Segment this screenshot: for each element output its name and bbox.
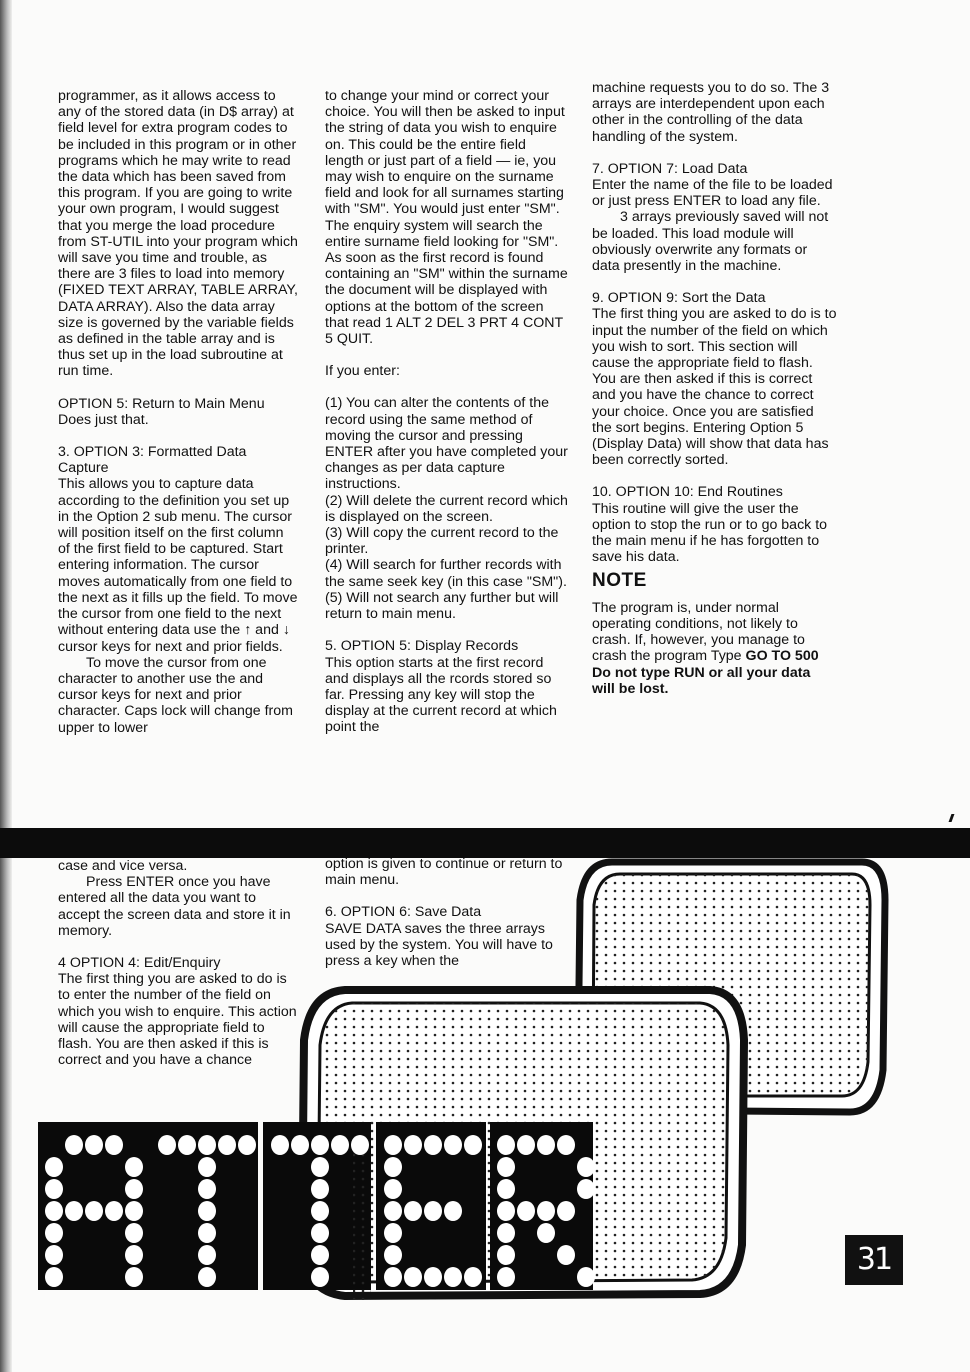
- banner-dot: [577, 1179, 595, 1199]
- banner-dot: [497, 1245, 515, 1265]
- note-text-body: The program is, under normal operating conditions, not likely to crash. If, however, you manage to crash the program Type: [592, 599, 805, 665]
- banner-dot: [311, 1245, 329, 1265]
- option4-text: The first thing you are asked to do is to enter the number of the field on which you wish to enquire. This action will cause the appropriate field to flash. You are then asked if this is correct and you have a chance: [58, 971, 297, 1069]
- banner-dot: [444, 1201, 462, 1221]
- banner-block-t2: [263, 1122, 371, 1290]
- banner-dot: [404, 1135, 422, 1155]
- banner-dot: [311, 1179, 329, 1199]
- option7-text: Enter the name of the file to be loaded or just press ENTER to load any file.: [592, 177, 833, 210]
- banner-dot: [464, 1267, 482, 1287]
- option3-title: 3. OPTION 3: Formatted Data Capture: [58, 444, 247, 477]
- col2-if-you-enter: If you enter:: [325, 363, 400, 380]
- banner-dot: [198, 1135, 216, 1155]
- banner-dot: [311, 1201, 329, 1221]
- banner-dot: [384, 1201, 402, 1221]
- option5-display-title: 5. OPTION 5: Display Records: [325, 638, 519, 655]
- col1-paragraph: programmer, as it allows access to any of the stored data (in D$ array) at field level for extra program codes to be included in this program or in other programs which he may write to read the data which has been saved from this program. If you are going to write your own program, I would suggest that you merge the load procedure from ST-UTIL into your program which will save you time and trouble, as there are 3 files to load into memory (FIXED TEXT ARRAY, TABLE ARRAY, DATA ARRAY). Also the data array size is governed by the variable fields as defined in the table array and is thus set up in the load subroutine at run time.: [58, 88, 298, 380]
- banner-dot: [45, 1245, 63, 1265]
- banner-dot: [497, 1201, 515, 1221]
- banner-dot: [351, 1135, 369, 1155]
- banner-dot: [85, 1201, 103, 1221]
- option7-title: 7. OPTION 7: Load Data: [592, 160, 748, 177]
- lower-column-1: [58, 858, 298, 1068]
- column-3: [592, 80, 837, 697]
- banner-dot: [537, 1223, 555, 1243]
- banner-dot: [424, 1267, 442, 1287]
- option6-title: 6. OPTION 6: Save Data: [325, 904, 482, 921]
- banner-dot: [517, 1201, 535, 1221]
- banner-dot: [311, 1157, 329, 1177]
- lower2-continue-line: option is given to continue or return to main menu.: [325, 856, 563, 889]
- lower1-case-line: case and vice versa.: [58, 858, 188, 874]
- black-divider-bar: [0, 828, 970, 858]
- banner-dot: [178, 1135, 196, 1155]
- col2-choice-5: (5) Will not search any further but will return to main menu.: [325, 589, 559, 623]
- page-number: 31: [845, 1235, 903, 1285]
- banner-dot: [125, 1201, 143, 1221]
- banner-dot: [557, 1135, 575, 1155]
- note-warning: GO TO 500 Do not type RUN or all your data will be lost.: [592, 648, 819, 697]
- banner-dot: [557, 1201, 575, 1221]
- banner-dot: [105, 1135, 123, 1155]
- banner-dot: [517, 1135, 535, 1155]
- banner-dot: [158, 1135, 176, 1155]
- option9-text: The first thing you are asked to do is to input the number of the field on which you wish to sort. This section will cause the appropriate field to flash. You are then asked if this is correct and you have the chance to correct your choice. Once you are satisfied the sort begins. Entering Option 5 (Display Data) will show that data has been correctly sorted.: [592, 306, 837, 469]
- banner-dot: [198, 1179, 216, 1199]
- banner-dot: [557, 1245, 575, 1265]
- banner-dot: [384, 1135, 402, 1155]
- column-2: [325, 88, 568, 736]
- banner-dot: [497, 1157, 515, 1177]
- banner-dot: [404, 1267, 422, 1287]
- front-tv-screen: [302, 990, 744, 1296]
- banner-dot: [404, 1201, 422, 1221]
- option7-text-2: [592, 209, 837, 274]
- note-text: [592, 600, 837, 697]
- banner-dot: [424, 1201, 442, 1221]
- banner-dot: [198, 1245, 216, 1265]
- bar-tick-mark: [949, 814, 955, 822]
- atter-banner: [38, 1122, 595, 1300]
- col2-choice-1: (1) You can alter the contents of the record using the same method of moving the cursor and pressing ENTER after you have completed your changes as per data capture instructions.: [325, 395, 568, 493]
- option3-text-2-body: To move the cursor from one character to another use the and cursor keys for next and prior character. Caps lock will change from upper to lower: [58, 654, 293, 736]
- banner-dot: [497, 1267, 515, 1287]
- option7-text-2-body: 3 arrays previously saved will not be loaded. This load module will obviously overwrite any formats or data presently in the machine.: [592, 209, 829, 275]
- banner-dot: [271, 1135, 289, 1155]
- banner-dot: [311, 1267, 329, 1287]
- page-spine: [0, 0, 12, 1372]
- banner-dot: [384, 1157, 402, 1177]
- banner-block-e: [376, 1122, 486, 1290]
- option3-text: This allows you to capture data according to the definition you set up in the Option 2 sub menu. The cursor will position itself on the first column of the first field to be captured. Start entering information. The cursor moves automatically from one field to the next as it fills up the field. To move the cursor from one field to the next without entering data use the ↑ and ↓ cursor keys for next and prior fields.: [58, 476, 298, 655]
- lower-column-2: [325, 856, 568, 969]
- option10-text: This routine will give the user the option to stop the run or to go back to the main menu if he has forgotten to save his data.: [592, 500, 828, 566]
- column-1: [58, 88, 298, 736]
- banner-dot: [577, 1267, 595, 1287]
- banner-dot: [331, 1135, 349, 1155]
- banner-dot: [444, 1135, 462, 1155]
- banner-dot: [444, 1267, 462, 1287]
- banner-block-r: [490, 1122, 593, 1290]
- banner-dot: [577, 1157, 595, 1177]
- banner-block-a: [38, 1122, 150, 1290]
- banner-dot: [125, 1245, 143, 1265]
- banner-dot: [497, 1223, 515, 1243]
- lower1-press-enter-body: Press ENTER once you have entered all the data you want to accept the screen data and store it in memory.: [58, 874, 291, 939]
- banner-block-t1: [150, 1122, 258, 1290]
- banner-dot: [45, 1157, 63, 1177]
- banner-dot: [105, 1201, 123, 1221]
- banner-dot: [497, 1179, 515, 1199]
- banner-dot: [218, 1135, 236, 1155]
- banner-dot: [464, 1135, 482, 1155]
- banner-dot: [65, 1135, 83, 1155]
- lower1-press-enter: [58, 874, 298, 939]
- option5-return-text: Does just that.: [58, 411, 149, 428]
- banner-dot: [125, 1157, 143, 1177]
- banner-dot: [537, 1135, 555, 1155]
- banner-dot: [85, 1135, 103, 1155]
- option4-title: 4 OPTION 4: Edit/Enquiry: [58, 955, 221, 972]
- col2-choice-4: (4) Will search for further records with the same seek key (in this case "SM").: [325, 557, 567, 590]
- banner-dot: [198, 1201, 216, 1221]
- back-tv-screen: [578, 862, 885, 1112]
- banner-dot: [311, 1223, 329, 1243]
- banner-dot: [291, 1135, 309, 1155]
- banner-dot: [45, 1223, 63, 1243]
- col2-choice-3: (3) Will copy the current record to the printer.: [325, 525, 559, 558]
- option9-title: 9. OPTION 9: Sort the Data: [592, 290, 766, 307]
- banner-dot: [311, 1135, 329, 1155]
- banner-dot: [45, 1201, 63, 1221]
- banner-dot: [125, 1223, 143, 1243]
- banner-dot: [537, 1201, 555, 1221]
- option6-text: SAVE DATA saves the three arrays used by the system. You will have to press a key when the: [325, 920, 553, 970]
- col3-paragraph: machine requests you to do so. The 3 arrays are interdependent upon each other in the controlling of the data handling of the system.: [592, 80, 830, 145]
- option5-return-title: OPTION 5: Return to Main Menu: [58, 395, 265, 412]
- banner-dot: [125, 1267, 143, 1287]
- option5-display-text: This option starts at the first record and displays all the rcords stored so far. Pressing any key will stop the display at the current record at which point the: [325, 654, 557, 736]
- banner-dot: [384, 1179, 402, 1199]
- banner-dot: [497, 1135, 515, 1155]
- banner-dot: [384, 1267, 402, 1287]
- banner-dot: [125, 1179, 143, 1199]
- col2-choice-2: (2) Will delete the current record which is displayed on the screen.: [325, 492, 568, 525]
- banner-dot: [238, 1135, 256, 1155]
- banner-dot: [424, 1135, 442, 1155]
- banner-dot: [198, 1223, 216, 1243]
- option10-title: 10. OPTION 10: End Routines: [592, 484, 783, 501]
- col2-paragraph: to change your mind or correct your choice. You will then be asked to input the string of data you wish to enquire on. This could be the entire field length or just part of a field — ie, you may wish to enquire on the surname field and look for all surnames starting with "SM". You would just enter "SM". The enquiry system will search the entire surname field looking for "SM". As soon as the first record is found containing an "SM" within the surname the document will be displayed with options at the bottom of the screen that read 1 ALT 2 DEL 3 PRT 4 CONT 5 QUIT.: [325, 88, 568, 348]
- option3-text-2: [58, 655, 298, 736]
- note-heading: NOTE: [592, 570, 647, 592]
- banner-dot: [384, 1245, 402, 1265]
- banner-dot: [45, 1267, 63, 1287]
- banner-dot: [45, 1179, 63, 1199]
- banner-dot: [198, 1267, 216, 1287]
- banner-dot: [198, 1157, 216, 1177]
- banner-dot: [384, 1223, 402, 1243]
- banner-dot: [65, 1201, 83, 1221]
